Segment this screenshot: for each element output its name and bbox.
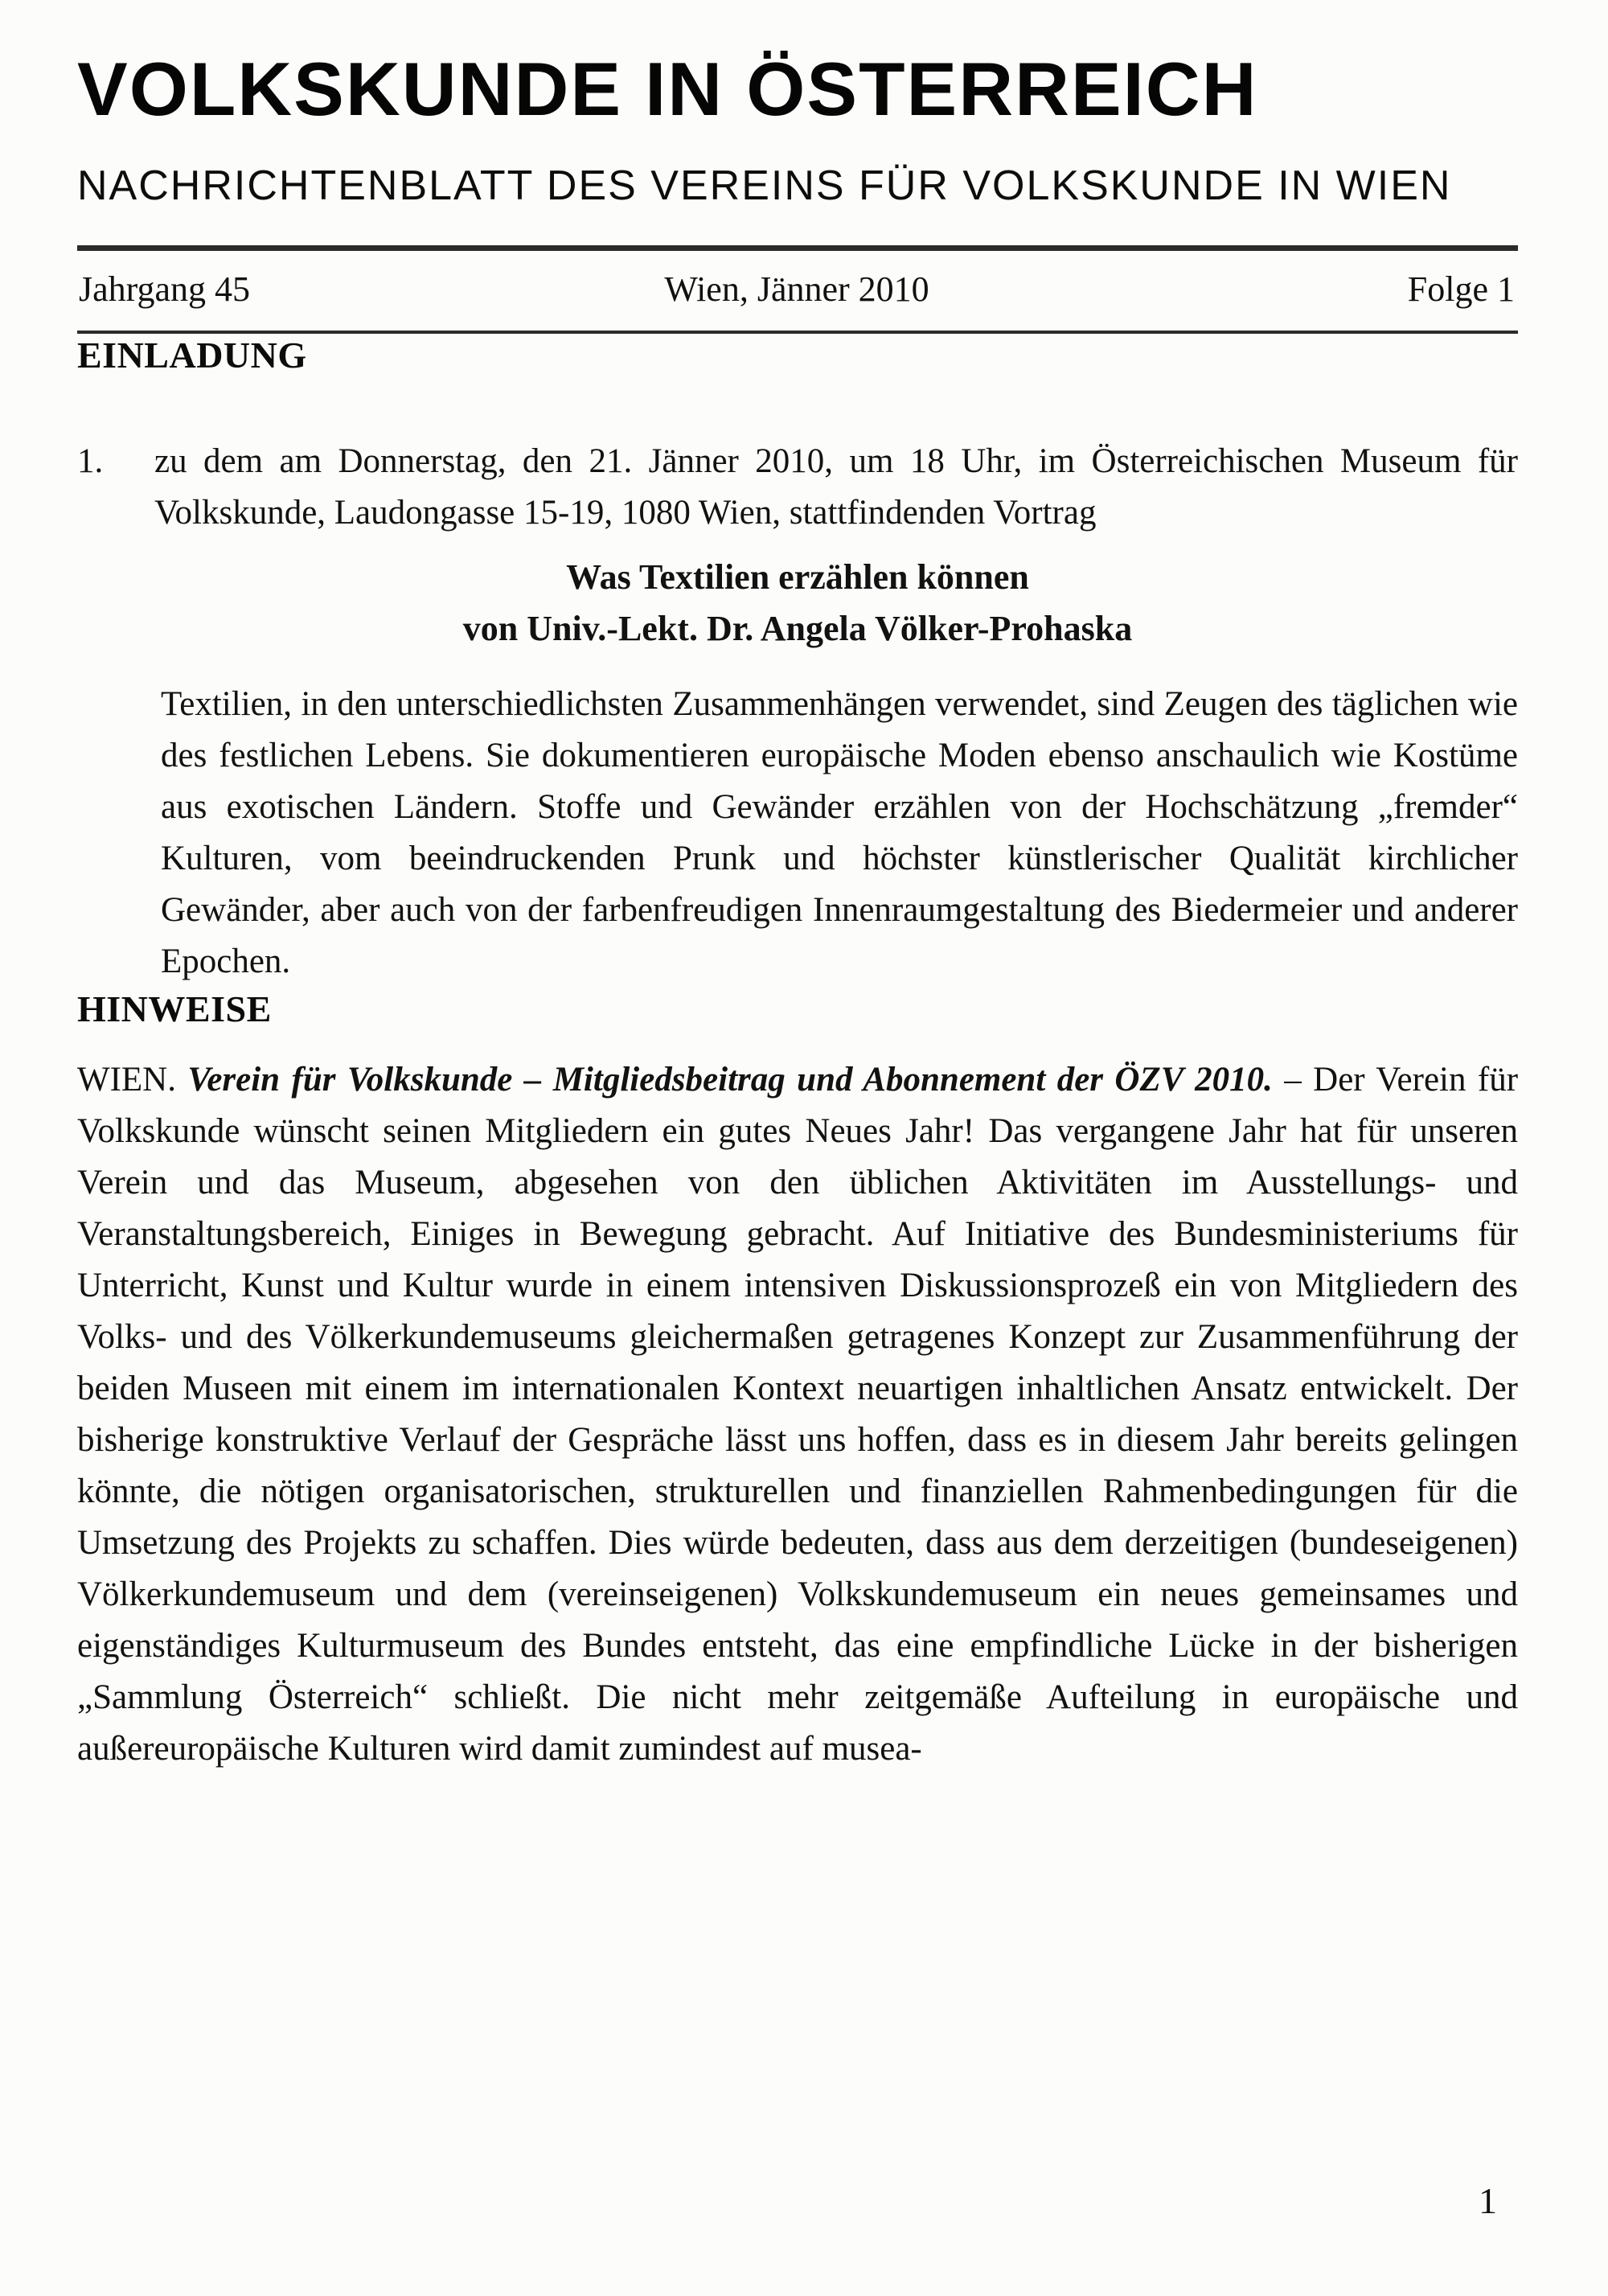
issue-number: Folge 1	[1407, 269, 1515, 310]
newsletter-title: VOLKSKUNDE IN ÖSTERREICH	[77, 47, 1258, 131]
list-item-number: 1.	[77, 442, 104, 481]
masthead	[77, 47, 1518, 210]
hinweise-heading: HINWEISE	[77, 988, 272, 1030]
issue-place-date: Wien, Jänner 2010	[664, 269, 929, 310]
hinweise-paragraph	[77, 1054, 1518, 1775]
divider-top	[77, 245, 1518, 251]
invitation-text: zu dem am Donnerstag, den 21. Jänner 2010, um 18 Uhr, im Österreichischen Museum für Volkskunde, Laudongasse 15-19, 1080 Wien, stattfindenden Vortrag	[154, 442, 1518, 532]
invitation-list-item	[77, 436, 1518, 539]
lecture-title: Was Textilien erzählen können	[566, 557, 1029, 598]
einladung-heading: EINLADUNG	[77, 335, 307, 376]
hinweise-lead-title: Verein für Volkskunde – Mitgliedsbeitrag und Abonnement der ÖZV 2010.	[187, 1061, 1273, 1099]
issue-line	[77, 251, 1518, 331]
section-hinweise	[77, 988, 1518, 1775]
hinweise-text: – Der Verein für Volkskunde wünscht seinen Mitgliedern ein gutes Neues Jahr! Das vergangene Jahr hat für unseren Verein und das Museum, abgesehen von den üblichen Aktivitäten im Ausstellungs- und Veranstaltungsbereich, Einiges in Bewegung gebracht. Auf Initiative des Bundesministeriums für Unterricht, Kunst und Kultur wurde in einem intensiven Diskussionsprozeß ein von Mitgliedern des Volks- und des Völkerkundemuseums gleichermaßen getragenes Konzept zur Zusammenführung der beiden Museen mit einem im internationalen Kontext neuartigen inhaltlichen Ansatz entwickelt. Der bisherige konstruktive Verlauf der Gespräche lässt uns hoffen, dass es in diesem Jahr bereits gelingen könnte, die nötigen organisatorischen, strukturellen und finanziellen Rahmenbedingungen für die Umsetzung des Projekts zu schaffen. Dies würde bedeuten, dass aus dem derzeitigen (bundeseigenen) Völkerkundemuseum und dem (vereinseigenen) Volkskundemuseum ein neues gemeinsames und eigenständiges Kulturmuseum des Bundes entsteht, das eine empfindliche Lücke in der bisherigen „Sammlung Österreich“ schließt. Die nicht mehr zeitgemäße Aufteilung in europäische und außereuropäische Kulturen wird damit zumindest auf musea-	[77, 1061, 1519, 1768]
section-einladung	[77, 334, 1518, 988]
issue-volume: Jahrgang 45	[79, 269, 251, 310]
lecture-speaker: von Univ.-Lekt. Dr. Angela Völker-Prohaska	[462, 609, 1133, 649]
page-number: 1	[1479, 2180, 1497, 2221]
hinweise-location: WIEN.	[77, 1061, 176, 1099]
newsletter-subtitle: NACHRICHTENBLATT DES VEREINS FÜR VOLKSKUNDE IN WIEN	[77, 162, 1452, 210]
lecture-abstract: Textilien, in den unterschiedlichsten Zusammenhängen verwendet, sind Zeugen des täglichen wie des festlichen Lebens. Sie dokumentieren europäische Moden ebenso anschaulich wie Kostüme aus exotischen Ländern. Stoffe und Gewänder erzählen von der Hochschätzung „fremder“ Kulturen, vom beeindruckenden Prunk und höchster künstlerischer Qualität kirchlicher Gewänder, aber auch von der farbenfreudigen Innenraumgestaltung des Biedermeier und anderer Epochen.	[161, 685, 1518, 981]
